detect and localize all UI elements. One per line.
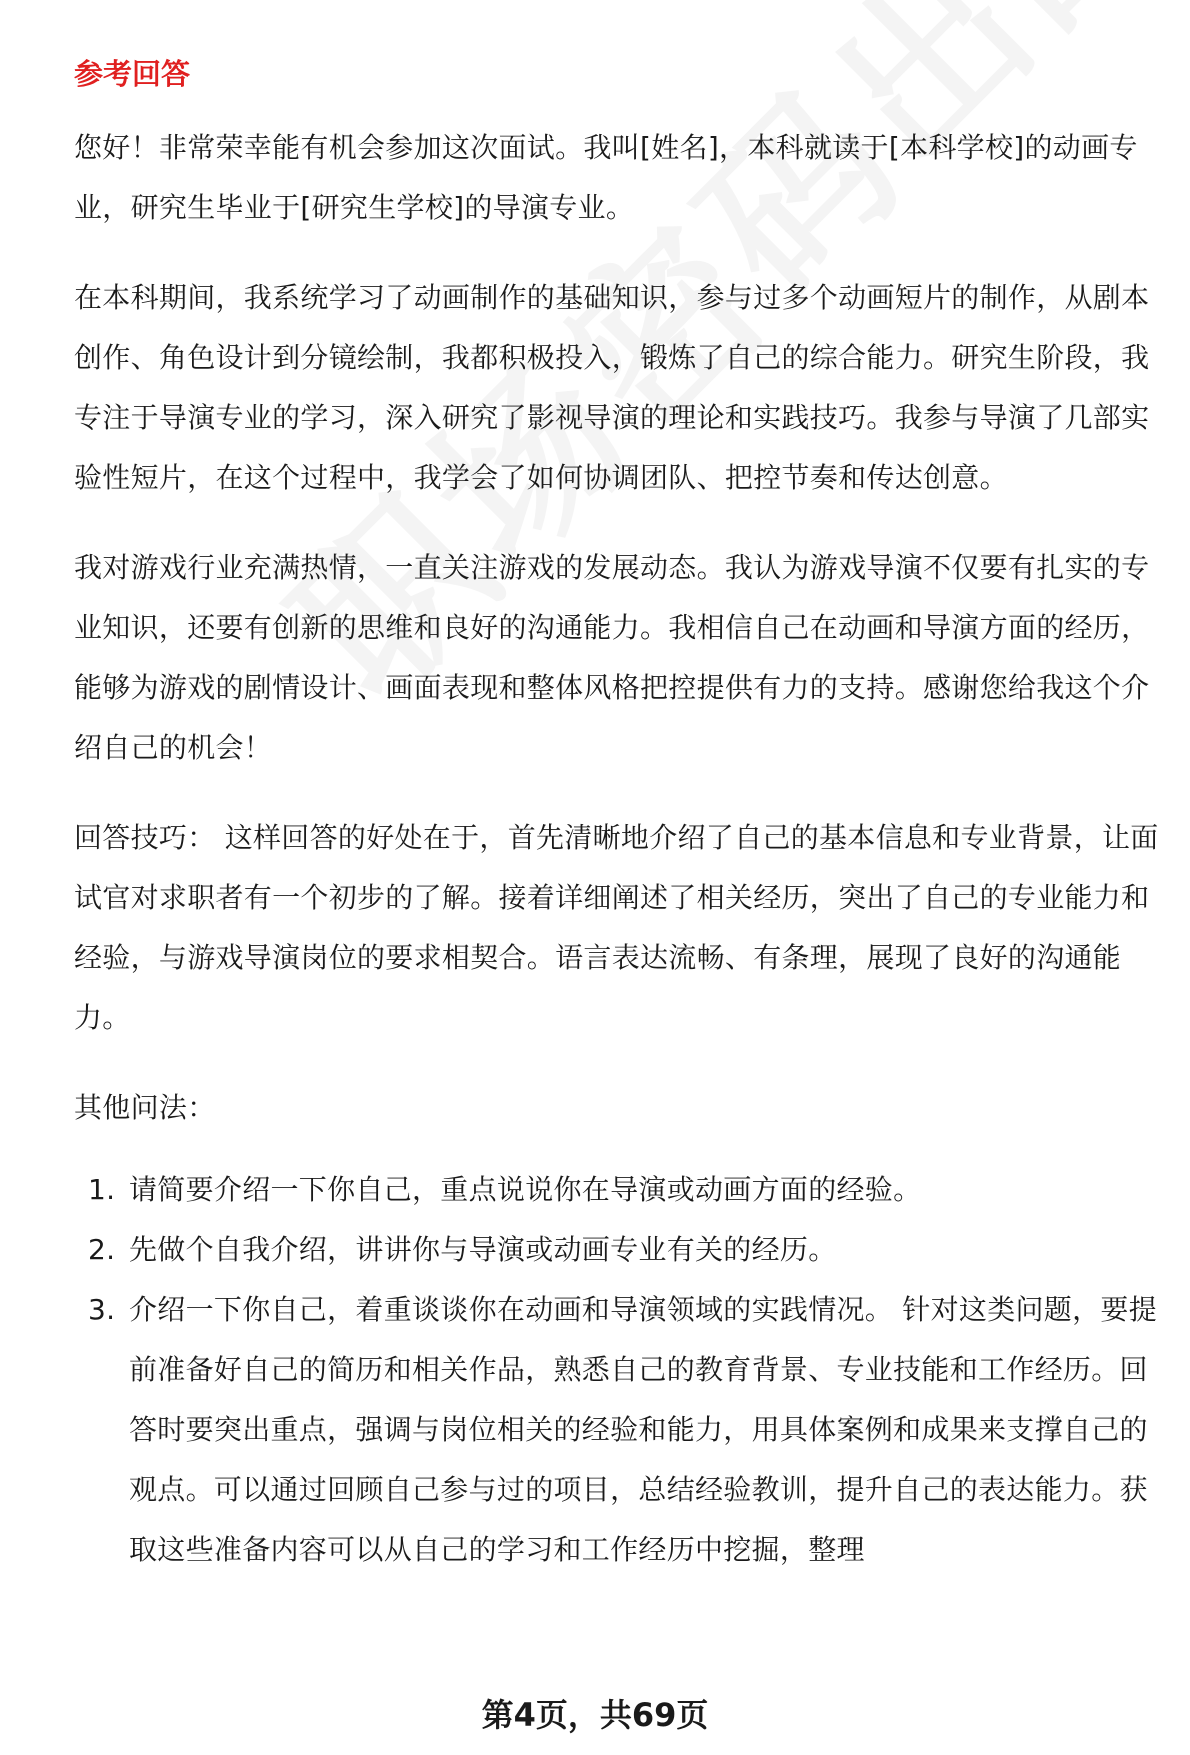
list-item-number: 3. (88, 1293, 116, 1326)
page-number-footer: 第4页，共69页 (481, 1696, 709, 1734)
paragraph-tips: 回答技巧： 这样回答的好处在于，首先清晰地介绍了自己的基本信息和专业背景，让面试官对求职者有一个初步的了解。接着详细阐述了相关经历，突出了自己的专业能力和经验，与游戏导演岗位的要求相契合。语言表达流畅、有条理，展现了良好的沟通能力。 (74, 821, 1159, 1034)
section-heading: 参考回答 (74, 57, 191, 91)
list-item-text: 介绍一下你自己，着重谈谈你在动画和导演领域的实践情况。 针对这类问题，要提前准备好自己的简历和相关作品，熟悉自己的教育背景、专业技能和工作经历。回答时要突出重点，强调与岗位相关的经验和能力，用具体案例和成果来支撑自己的观点。可以通过回顾自己参与过的项目，总结经验教训，提升自己的表达能力。获取这些准备内容可以从自己的学习和工作经历中挖掘，整理 (129, 1293, 1158, 1566)
paragraph-intro: 您好！非常荣幸能有机会参加这次面试。我叫[姓名]，本科就读于[本科学校]的动画专业，研究生毕业于[研究生学校]的导演专业。 (74, 131, 1138, 224)
list-item-text: 请简要介绍一下你自己，重点说说你在导演或动画方面的经验。 (129, 1173, 922, 1206)
list-item (74, 1220, 1164, 1280)
list-item (74, 1280, 1164, 1580)
document-content (74, 44, 1164, 1580)
list-item-number: 1. (88, 1173, 116, 1206)
list-item-text: 先做个自我介绍，讲讲你与导演或动画专业有关的经历。 (129, 1233, 837, 1266)
list-item-number: 2. (88, 1233, 116, 1266)
paragraph-passion: 我对游戏行业充满热情，一直关注游戏的发展动态。我认为游戏导演不仅要有扎实的专业知识，还要有创新的思维和良好的沟通能力。我相信自己在动画和导演方面的经历，能够为游戏的剧情设计、画面表现和整体风格把控提供有力的支持。感谢您给我这个介绍自己的机会！ (74, 551, 1150, 764)
list-item (74, 1160, 1164, 1220)
paragraph-other-questions-label: 其他问法： (74, 1091, 216, 1124)
paragraph-experience: 在本科期间，我系统学习了动画制作的基础知识，参与过多个动画短片的制作，从剧本创作、角色设计到分镜绘制，我都积极投入，锻炼了自己的综合能力。研究生阶段，我专注于导演专业的学习，深入研究了影视导演的理论和实践技巧。我参与导演了几部实验性短片，在这个过程中，我学会了如何协调团队、把控节奏和传达创意。 (74, 281, 1150, 494)
other-questions-list (74, 1160, 1164, 1580)
